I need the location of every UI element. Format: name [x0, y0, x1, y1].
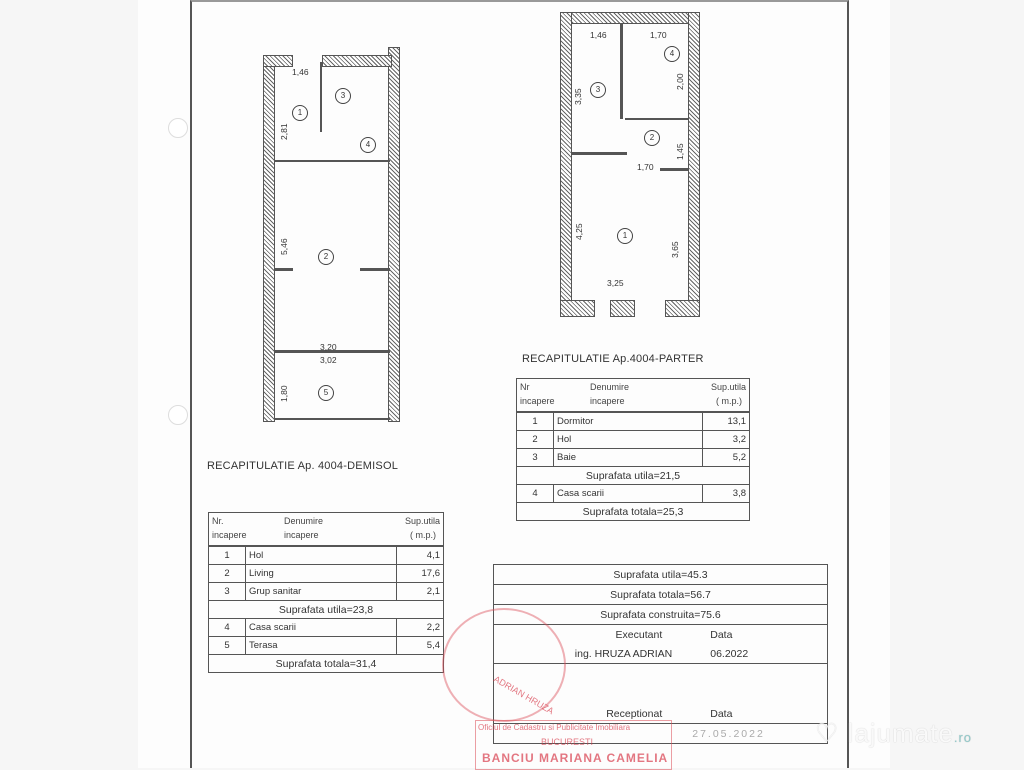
- cell-name: Grup sanitar: [246, 583, 397, 601]
- cell-value: 4,1: [397, 546, 444, 565]
- dimension-label: 1,45: [675, 143, 685, 160]
- wall-line: [275, 268, 293, 271]
- cell-value: 5,2: [703, 449, 750, 467]
- cell-nr: 5: [209, 637, 246, 655]
- dimension-label: 1,46: [292, 67, 309, 77]
- cell-value: 3,8: [703, 485, 750, 503]
- subtotal-row: [517, 467, 750, 485]
- room-number: 3: [335, 88, 351, 104]
- suprafata-totala: Suprafata totala=56.7: [494, 585, 828, 605]
- watermark-tld: .ro: [953, 730, 972, 745]
- header-sup2: ( m.p.): [410, 530, 436, 540]
- cell-name: Casa scarii: [554, 485, 703, 503]
- wall: [688, 12, 700, 317]
- header-denumire: Denumire: [284, 516, 324, 526]
- recap-parter-title: RECAPITULATIE Ap.4004-PARTER: [522, 353, 704, 365]
- cell-value: 5,4: [397, 637, 444, 655]
- table-row: [209, 619, 444, 637]
- cell-name: Hol: [554, 431, 703, 449]
- wall: [560, 12, 700, 24]
- executant-label: Executant: [494, 625, 683, 645]
- header-sup2: ( m.p.): [716, 396, 742, 406]
- office-stamp: [475, 720, 672, 770]
- room-number: 2: [318, 249, 334, 265]
- cell-nr: 2: [209, 565, 246, 583]
- stamp-city: BUCURESTI: [541, 737, 594, 747]
- recap-demisol-title: RECAPITULATIE Ap. 4004-DEMISOL: [207, 460, 399, 472]
- seal-name: ADRIAN HRUZA: [492, 673, 556, 717]
- dimension-label: 1,70: [637, 162, 654, 172]
- wall-line: [620, 24, 623, 119]
- dimension-label: 3,25: [607, 278, 624, 288]
- cell-value: 13,1: [703, 412, 750, 431]
- table-row: [517, 412, 750, 431]
- room-number: 1: [292, 105, 308, 121]
- cell-name: Terasa: [246, 637, 397, 655]
- subtotal: Suprafata utila=23,8: [209, 601, 444, 619]
- subtotal: Suprafata utila=21,5: [517, 467, 750, 485]
- dimension-label: 3,65: [670, 241, 680, 258]
- dimension-label: 3,02: [320, 355, 337, 365]
- wall: [388, 47, 400, 422]
- table-row: [209, 546, 444, 565]
- suprafata-construita: Suprafata construita=75.6: [494, 605, 828, 625]
- stamp-office: Oficiul de Cadastru si Publicitate Imobiliara: [478, 723, 631, 732]
- dimension-label: 5,46: [279, 238, 289, 255]
- header-denumire: Denumire: [590, 382, 630, 392]
- header-nr2: incapere: [520, 396, 555, 406]
- cell-nr: 2: [517, 431, 554, 449]
- cell-name: Living: [246, 565, 397, 583]
- dimension-label: 1,80: [279, 385, 289, 402]
- table-header: [209, 513, 444, 547]
- punch-hole: [168, 118, 188, 138]
- wall-line: [660, 168, 688, 171]
- table-row: [209, 583, 444, 601]
- cell-value: 17,6: [397, 565, 444, 583]
- lajumate-watermark: [815, 718, 972, 749]
- watermark-brand: lajumate: [847, 718, 954, 748]
- cell-value: 2,2: [397, 619, 444, 637]
- header-sup: Sup.utila: [404, 516, 440, 526]
- wall-line: [572, 152, 627, 155]
- wall-line: [360, 268, 390, 271]
- dimension-label: 1,70: [650, 30, 667, 40]
- dimension-label: 2,00: [675, 73, 685, 90]
- header-denumire2: incapere: [590, 396, 625, 406]
- table-row: [209, 565, 444, 583]
- receptionat-label: Receptionat: [494, 704, 683, 724]
- header-denumire2: incapere: [284, 530, 319, 540]
- table-row: [517, 449, 750, 467]
- room-number: 1: [617, 228, 633, 244]
- cell-nr: 3: [517, 449, 554, 467]
- cell-nr: 4: [209, 619, 246, 637]
- header-sup: Sup.utila: [710, 382, 746, 392]
- recap-parter-table: [516, 378, 750, 521]
- total-row: [209, 655, 444, 673]
- total-row: [517, 503, 750, 521]
- table-row: [517, 431, 750, 449]
- header-nr: Nr.: [212, 516, 224, 526]
- wall: [263, 55, 275, 422]
- header-nr: Nr: [520, 382, 530, 392]
- executant-date: 06.2022: [682, 644, 827, 664]
- table-header: [517, 379, 750, 413]
- cell-name: Hol: [246, 546, 397, 565]
- room-number: 2: [644, 130, 660, 146]
- cell-name: Dormitor: [554, 412, 703, 431]
- cell-name: Casa scarii: [246, 619, 397, 637]
- total: Suprafata totala=25,3: [517, 503, 750, 521]
- recap-demisol-table: [208, 512, 444, 673]
- room-number: 5: [318, 385, 334, 401]
- heart-logo-icon: ♡: [815, 718, 848, 748]
- dimension-label: 3,35: [573, 88, 583, 105]
- punch-hole: [168, 405, 188, 425]
- wall: [665, 300, 700, 317]
- cell-value: 2,1: [397, 583, 444, 601]
- wall: [610, 300, 635, 317]
- data-label: Data: [682, 625, 827, 645]
- stair-edge: [625, 118, 688, 120]
- wall-line: [320, 62, 322, 132]
- executant-name: ing. HRUZA ADRIAN: [494, 644, 683, 664]
- room-number: 4: [664, 46, 680, 62]
- cell-nr: 4: [517, 485, 554, 503]
- table-row: [517, 485, 750, 503]
- wall: [560, 12, 572, 317]
- wall-line: [275, 418, 390, 420]
- header-nr2: incapere: [212, 530, 247, 540]
- dimension-label: 1,46: [590, 30, 607, 40]
- dimension-label: 4,25: [574, 223, 584, 240]
- cell-nr: 1: [209, 546, 246, 565]
- table-row: [209, 637, 444, 655]
- wall: [263, 55, 293, 67]
- room-number: 4: [360, 137, 376, 153]
- stair-edge: [275, 160, 390, 162]
- suprafata-utila: Suprafata utila=45.3: [494, 565, 828, 585]
- room-number: 3: [590, 82, 606, 98]
- wall: [322, 55, 392, 67]
- dimension-label: 3,20: [320, 342, 337, 352]
- dimension-label: 2,81: [279, 123, 289, 140]
- wall: [560, 300, 595, 317]
- cell-name: Baie: [554, 449, 703, 467]
- total: Suprafata totala=31,4: [209, 655, 444, 673]
- subtotal-row: [209, 601, 444, 619]
- receptionat-date: 27.05.2022: [682, 724, 827, 744]
- stamp-registrar: BANCIU MARIANA CAMELIA: [482, 751, 669, 765]
- receptionat-data-label: Data: [682, 704, 827, 724]
- cell-value: 3,2: [703, 431, 750, 449]
- cell-nr: 1: [517, 412, 554, 431]
- cell-nr: 3: [209, 583, 246, 601]
